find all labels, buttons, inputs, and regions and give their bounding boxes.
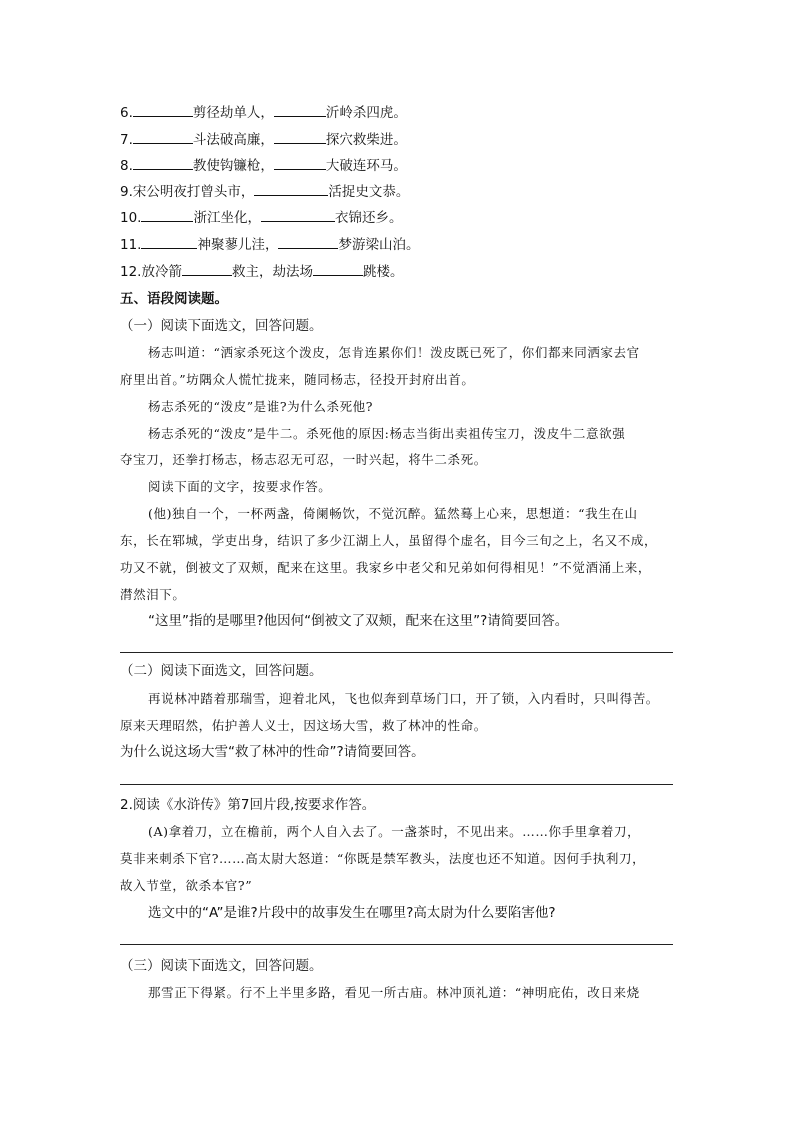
question-number: 11. bbox=[120, 237, 142, 253]
section-heading: 五、语段阅读题。 bbox=[120, 291, 228, 307]
passage-line: 府里出首。”坊隅众人慌忙拢来，随同杨志，径投开封府出首。 bbox=[120, 372, 475, 387]
answer-blank[interactable] bbox=[141, 209, 193, 222]
question-8: 8. 教使钩镰枪， 大破连环马。 bbox=[120, 158, 407, 174]
answer-blank[interactable] bbox=[133, 157, 193, 170]
answer-blank[interactable] bbox=[274, 131, 326, 144]
passage-line: 潸然泪下。 bbox=[120, 587, 186, 602]
question-text: 选文中的“A”是谁?片段中的故事发生在哪里?高太尉为什么要陷害他? bbox=[148, 905, 556, 921]
passage-line: 功又不就，倒被文了双颊，配来在这里。我家乡中老父和兄弟如何得相见！”不觉酒涌上来， bbox=[120, 560, 651, 575]
question-text: 杨志杀死的“泼皮”是谁?为什么杀死他? bbox=[148, 399, 374, 414]
part2-instruction: （二）阅读下面选文，回答问题。 bbox=[120, 663, 323, 679]
question-11: 11. 神聚蓼儿洼， 梦游梁山泊。 bbox=[120, 237, 420, 253]
answer-blank[interactable] bbox=[278, 236, 338, 249]
question-12: 12.放冷箭 救主，劫法场 跳楼。 bbox=[120, 264, 404, 280]
answer-line[interactable] bbox=[120, 944, 673, 945]
passage-line: 那雪正下得紧。行不上半里多路，看见一所古庙。林冲顶礼道：“神明庇佑，改日来烧 bbox=[148, 985, 640, 1000]
question-9: 9.宋公明夜打曾头市， 活捉史文恭。 bbox=[120, 184, 410, 200]
passage-line: 再说林冲踏着那瑞雪，迎着北风，飞也似奔到草场门口，开了锁，入内看时，只叫得苦。 bbox=[148, 691, 659, 706]
part3-instruction: （三）阅读下面选文，回答问题。 bbox=[120, 958, 323, 974]
answer-blank[interactable] bbox=[254, 183, 328, 196]
answer-blank[interactable] bbox=[133, 104, 193, 117]
answer-line[interactable] bbox=[120, 652, 673, 653]
answer-text: 杨志杀死的“泼皮”是牛二。杀死他的原因:杨志当街出卖祖传宝刀，泼皮牛二意欲强 bbox=[148, 426, 626, 441]
passage-line: 东，长在郓城，学吏出身，结识了多少江湖上人，虽留得个虚名，目今三旬之上，名又不成， bbox=[120, 533, 658, 548]
answer-blank[interactable] bbox=[133, 131, 193, 144]
question-6: 6. 剪径劫单人， 沂岭杀四虎。 bbox=[120, 105, 407, 121]
question-7: 7. 斗法破高廉， 探穴救柴进。 bbox=[120, 132, 407, 148]
answer-blank[interactable] bbox=[274, 157, 326, 170]
passage-line: 杨志叫道：“洒家杀死这个泼皮，怎肯连累你们！泼皮既已死了，你们都来同洒家去官 bbox=[148, 345, 640, 360]
answer-blank[interactable] bbox=[261, 209, 335, 222]
q2-instruction: 2.阅读《水浒传》第7回片段,按要求作答。 bbox=[120, 797, 376, 813]
question-10: 10. 浙江坐化， 衣锦还乡。 bbox=[120, 210, 403, 226]
question-text: “这里”指的是哪里?他因何“倒被文了双颊，配来在这里”?请简要回答。 bbox=[148, 613, 569, 629]
answer-blank[interactable] bbox=[313, 263, 363, 276]
passage-line: (他)独自一个，一杯两盏，倚阑畅饮，不觉沉醉。猛然蓦上心来，思想道：“我生在山 bbox=[148, 506, 638, 521]
answer-blank[interactable] bbox=[182, 263, 232, 276]
answer-blank[interactable] bbox=[274, 104, 326, 117]
passage-line: 原来天理昭然，佑护善人义士，因这场大雪，救了林冲的性命。 bbox=[120, 718, 487, 733]
answer-line[interactable] bbox=[120, 784, 673, 785]
passage-line: 莫非来刺杀下官?……高太尉大怒道：“你既是禁军教头，法度也还不知道。因何手执利刀， bbox=[120, 851, 646, 866]
question-number: 10. bbox=[120, 210, 142, 226]
passage-line: (A)拿着刀，立在檐前，两个人自入去了。一盏茶时，不见出来。……你手里拿着刀， bbox=[148, 824, 641, 839]
part1-instruction: （一）阅读下面选文，回答问题。 bbox=[120, 318, 323, 334]
question-number: 7. bbox=[120, 132, 133, 148]
question-number: 6. bbox=[120, 105, 133, 121]
answer-text: 夺宝刀，还拳打杨志，杨志忍无可忍，一时兴起，将牛二杀死。 bbox=[120, 452, 487, 467]
question-number: 8. bbox=[120, 158, 133, 174]
answer-blank[interactable] bbox=[141, 236, 197, 249]
instruction-text: 阅读下面的文字，按要求作答。 bbox=[148, 479, 332, 494]
passage-line: 故入节堂，欲杀本官?” bbox=[120, 878, 253, 893]
question-text: 为什么说这场大雪“救了林冲的性命”?请简要回答。 bbox=[120, 744, 425, 760]
